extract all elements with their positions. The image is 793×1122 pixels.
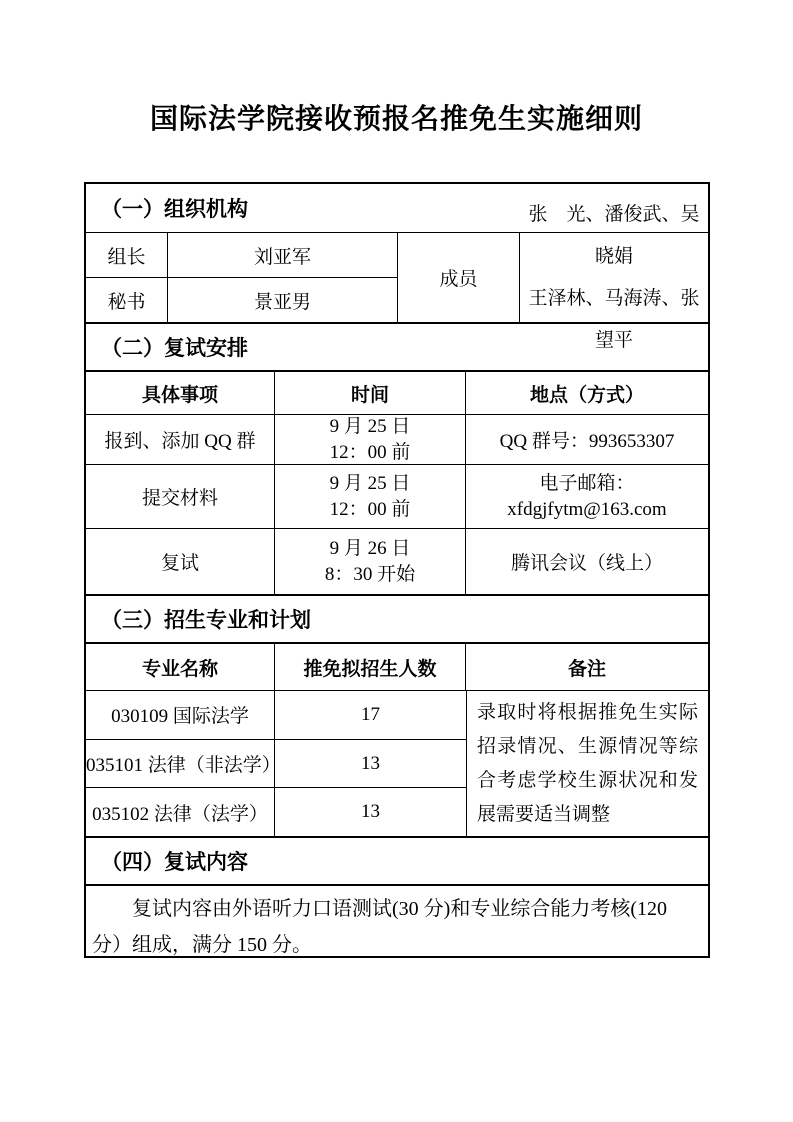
schedule-time-cell [275,415,466,464]
schedule-time-line1: 9 月 25 日 [329,472,411,494]
section-majors-heading-row [86,594,708,642]
schedule-place-line2: xfdgjfytm@163.com [507,498,667,520]
schedule-time-line2: 8：30 开始 [324,563,416,585]
org-members-label-cell: 成员 [398,233,520,322]
major-quota-cell: 17 [361,703,380,725]
org-members-line1: 张 光、潘俊武、吴晓娟 [528,203,700,267]
schedule-row-checkin [86,414,708,464]
schedule-row-materials [86,464,708,528]
major-name-cell: 035101 法律（非法学） [86,740,275,788]
schedule-place-cell: QQ 群号：993653307 [499,431,675,452]
org-secretary-label-cell: 秘书 [86,278,168,322]
majors-note-text: 录取时将根据推免生实际招录情况、生源情况等综合考虑学校生源状况和发展需要适当调整 [477,701,698,825]
schedule-place-cell: 腾讯会议（线上） [510,553,663,574]
content-line1: 复试内容由外语听力口语测试(30 分)和专业综合能力考核(120 [132,898,667,920]
major-quota-cell: 13 [361,752,380,774]
org-secretary-name-cell: 景亚男 [253,291,311,313]
major-name-cell: 035102 法律（法学） [86,788,275,836]
schedule-time-line2: 12：00 前 [329,441,411,463]
schedule-item-cell: 复试 [86,529,275,594]
section-org-heading: （一）组织机构 [101,198,248,221]
schedule-time-cell [275,465,466,528]
schedule-col-place: 地点（方式） [529,384,644,406]
schedule-time-line2: 12：00 前 [329,498,411,520]
content-line2: 分）组成，满分 150 分。 [92,934,312,956]
schedule-col-time: 时间 [275,372,466,414]
major-quota-cell: 13 [361,801,380,823]
schedule-time-cell [275,529,466,594]
org-leader-row [86,233,397,277]
org-members-line2: 王泽林、马海涛、张望平 [528,287,700,351]
majors-row-law-nonlaw [86,739,466,788]
section-majors-heading: （三）招生专业和计划 [101,609,311,632]
majors-left-grid [86,691,467,836]
majors-row-intl-law [86,691,466,739]
schedule-time-line1: 9 月 25 日 [329,415,411,437]
section-schedule-heading: （二）复试安排 [101,337,248,360]
majors-header-row [86,642,708,690]
schedule-place-cell [466,465,708,528]
org-secretary-row [86,277,397,322]
majors-body-row [86,690,708,836]
majors-col-quota: 推免拟招生人数 [275,644,466,690]
schedule-time-line1: 9 月 26 日 [329,537,411,559]
section-content-heading-row [86,836,708,884]
org-members-names-cell [520,203,708,351]
org-left-grid [86,233,398,322]
main-table [84,182,710,958]
majors-note-cell [467,691,708,836]
majors-col-note: 备注 [567,658,606,680]
schedule-place-line1: 电子邮箱： [539,472,635,494]
content-body-row [86,884,708,956]
schedule-item-cell: 报到、添加 QQ 群 [86,415,275,464]
major-name-cell: 030109 国际法学 [86,691,275,739]
section-schedule-heading-row [86,322,708,370]
majors-row-law-law [86,787,466,836]
schedule-item-cell: 提交材料 [86,465,275,528]
section-content-heading: （四）复试内容 [101,851,248,874]
org-leader-name-cell: 刘亚军 [253,246,311,268]
schedule-col-item: 具体事项 [86,372,275,414]
schedule-row-retest [86,528,708,594]
majors-col-major: 专业名称 [86,644,275,690]
schedule-header-row [86,370,708,414]
page-title: 国际法学院接收预报名推免生实施细则 [149,103,643,134]
org-leader-label-cell: 组长 [86,233,168,277]
